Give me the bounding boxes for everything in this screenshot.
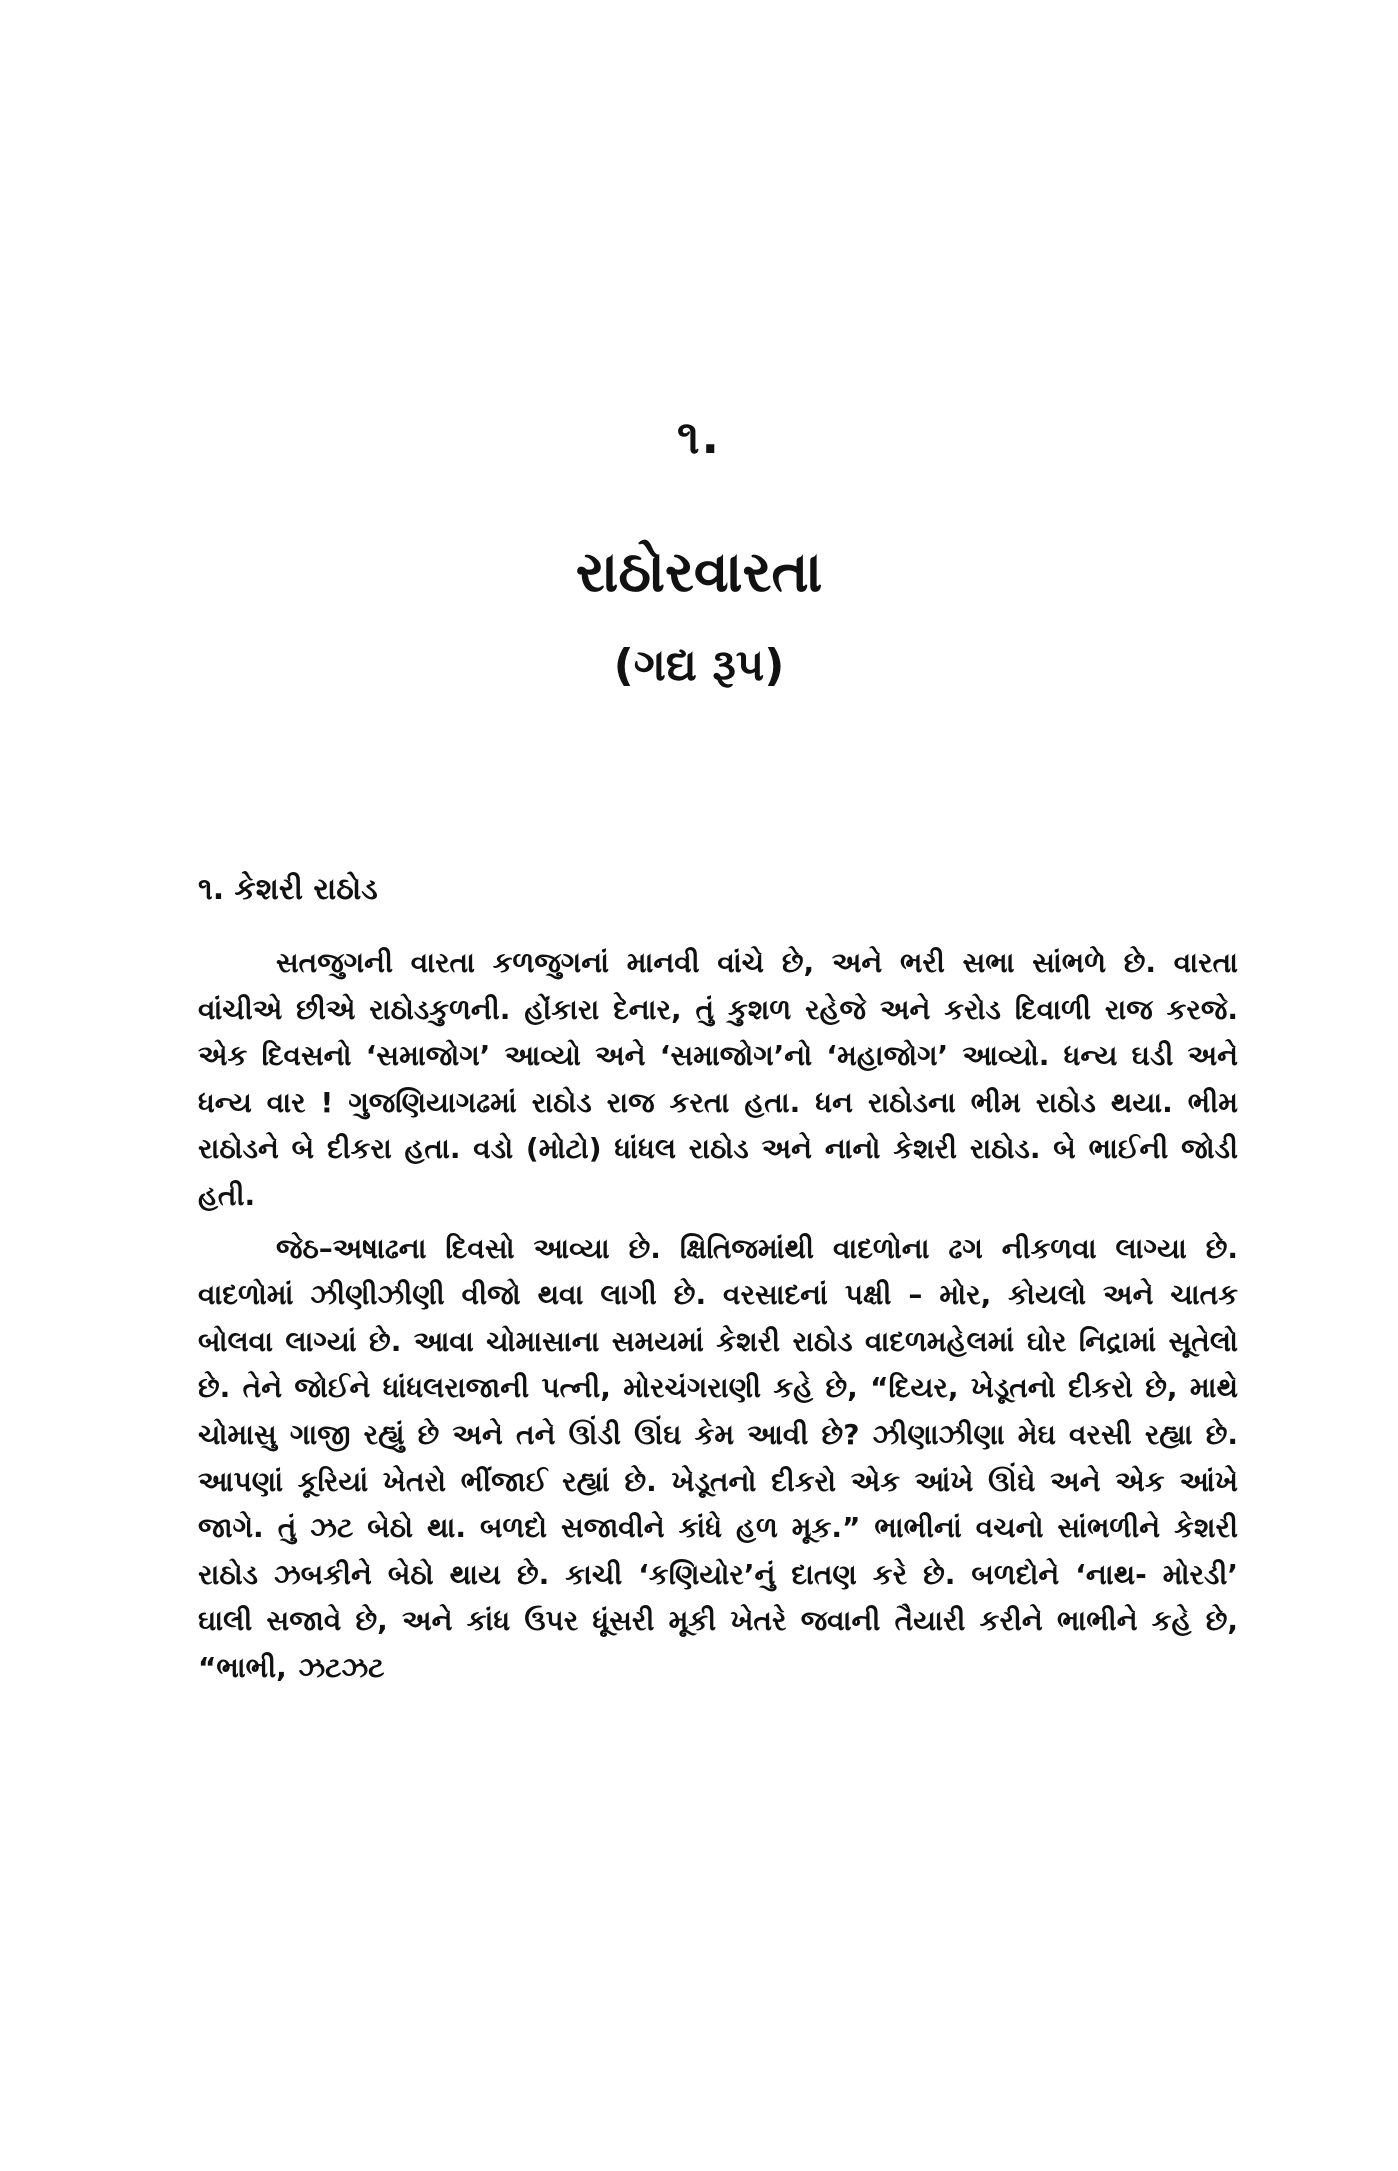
- chapter-number: ૧.: [676, 410, 721, 464]
- body-text: [198, 940, 1238, 1698]
- paragraph-1: સતજુગની વારતા કળજુગનાં માનવી વાંચે છે, અને ભરી સભા સાંભળે છે. વારતા વાંચીએ છીએ રાઠોડકુળની. હોંકારા દેનાર, તું કુશળ રહેજે અને કરોડ દિવાળી રાજ કરજે. એક દિવસનો ‘સમાજોગ’ આવ્યો અને ‘સમાજોગ’નો ‘મહાજોગ’ આવ્યો. ધન્ય ઘડી અને ધન્ય વાર ! ગુજણિયાગઢમાં રાઠોડ રાજ કરતા હતા. ધન રાઠોડના ભીમ રાઠોડ થયા. ભીમ રાઠોડને બે દીકરા હતા. વડો (મોટો) ધાંધલ રાઠોડ અને નાનો કેશરી રાઠોડ. બે ભાઈની જોડી હતી.: [198, 946, 1238, 1212]
- paragraph-2: જેઠ–અષાઢના દિવસો આવ્યા છે. ક્ષિતિજમાંથી વાદળોના ઢગ નીકળવા લાગ્યા છે. વાદળોમાં ઝીણીઝીણી વીજો થવા લાગી છે. વરસાદનાં પક્ષી – મોર, કોયલો અને ચાતક બોલવા લાગ્યાં છે. આવા ચોમાસાના સમયમાં કેશરી રાઠોડ વાદળમહેલમાં ઘોર નિદ્રામાં સૂતેલો છે. તેને જોઈને ધાંધલરાજાની પત્ની, મોરચંગરાણી કહે છે, “દિયર, ખેડૂતનો દીકરો છે, માથે ચોમાસુ ગાજી રહ્યું છે અને તને ઊંડી ઊંઘ કેમ આવી છે? ઝીણાઝીણા મેઘ વરસી રહ્યા છે. આપણાં કૂરિયાં ખેતરો ભીંજાઈ રહ્યાં છે. ખેડૂતનો દીકરો એક આંખે ઊંઘે અને એક આંખે જાગે. તું ઝટ બેઠો થા. બળદો સજાવીને કાંધે હળ મૂક.” ભાભીનાં વચનો સાંભળીને કેશરી રાઠોડ ઝબકીને બેઠો થાય છે. કાચી ‘કણિયોર’નું દાતણ કરે છે. બળદોને ‘નાથ- મોરડી’ ઘાલી સજાવે છે, અને કાંધ ઉપર ધૂંસરી મૂકી ખેતરે જવાની તૈયારી કરીને ભાભીને કહે છે, “ભાભી, ઝટઝટ: [198, 1231, 1238, 1684]
- chapter-subtitle: (ગદ્ય રૂપ): [613, 640, 785, 691]
- chapter-title: રાઠોરવારતા: [575, 540, 823, 605]
- section-heading: ૧. કેશરી રાઠોડ: [198, 872, 378, 907]
